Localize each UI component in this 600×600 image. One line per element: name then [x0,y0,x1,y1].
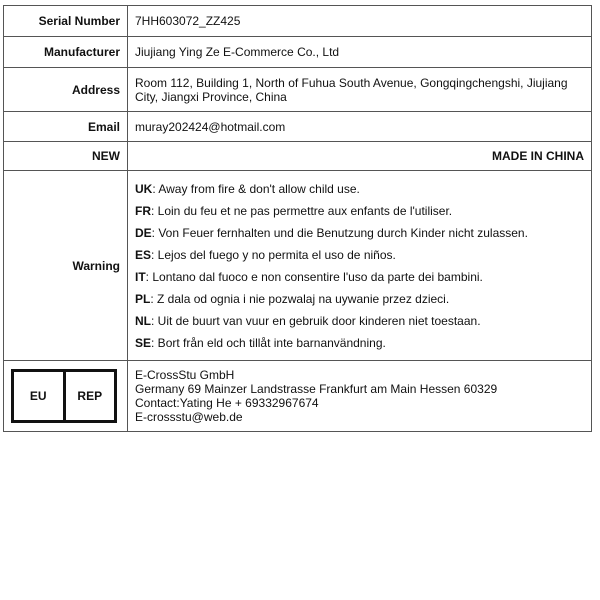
warning-line-es [135,244,584,266]
eu-rep-symbol [11,369,117,423]
warning-code: PL [135,291,151,306]
manufacturer-value: Jiujiang Ying Ze E-Commerce Co., Ltd [128,37,592,68]
warning-code: UK [135,181,153,196]
warning-line-fr [135,200,584,222]
eu-rep-company: E-CrossStu GmbH [135,368,235,382]
warning-code: SE [135,335,152,350]
warning-cell [128,171,592,361]
warning-text: : Z dala od ognia i nie pozwalaj na uywanie przez dzieci. [150,291,450,306]
made-in-cell [128,142,592,171]
eu-box-text: EU [29,389,47,403]
manufacturer-label: Manufacturer [4,37,128,68]
rep-box-text: REP [63,372,115,420]
eu-rep-row [4,361,592,432]
made-in-wrap [135,149,584,163]
email-label: Email [4,112,128,142]
eu-rep-contact: Contact:Yating He + 69332967674 [135,396,319,410]
warning-text: : Away from fire & don't allow child use. [152,181,360,196]
address-label: Address [4,68,128,112]
warning-line-de [135,222,584,244]
made-in-china-text: MADE IN CHINA [492,149,584,163]
serial-number-label: Serial Number [4,6,128,37]
warning-text: : Bort från eld och tillåt inte barnanvändning. [151,335,386,350]
warning-line-nl [135,310,584,332]
warning-text: : Uit de buurt van vuur en gebruik door kinderen niet toestaan. [151,313,481,328]
eu-rep-address: Germany 69 Mainzer Landstrasse Frankfurt am Main Hessen 60329 [135,382,498,396]
eu-rep-email: E-crossstu@web.de [135,410,243,424]
email-value: muray202424@hotmail.com [128,112,592,142]
warning-line-it [135,266,584,288]
warning-text: : Loin du feu et ne pas permettre aux enfants de l'utiliser. [151,203,453,218]
warning-line-se [135,332,584,354]
warning-list [135,174,584,358]
address-value: Room 112, Building 1, North of Fuhua South Avenue, Gongqingchengshi, Jiujiang City, Jiangxi Province, China [128,68,592,112]
warning-text: : Von Feuer fernhalten und die Benutzung durch Kinder nicht zulassen. [151,225,528,240]
serial-number-row [4,6,592,37]
address-row [4,68,592,112]
email-row [4,112,592,142]
warning-code: NL [135,313,151,328]
warning-code: ES [135,247,152,262]
warning-line-pl [135,288,584,310]
warning-text: : Lontano dal fuoco e non consentire l'uso da parte dei bambini. [145,269,483,284]
warning-label: Warning [4,171,128,361]
warning-row [4,171,592,361]
eu-rep-symbol-cell [4,361,128,432]
new-label: NEW [4,142,128,171]
warning-code: DE [135,225,152,240]
manufacturer-row [4,37,592,68]
new-row [4,142,592,171]
warning-code: FR [135,203,151,218]
warning-line-uk [135,178,584,200]
warning-code: IT [135,269,146,284]
eu-rep-info [135,368,584,424]
warning-text: : Lejos del fuego y no permita el uso de niños. [151,247,396,262]
product-label-table [3,5,592,432]
serial-number-value: 7HH603072_ZZ425 [128,6,592,37]
eu-rep-info-cell [128,361,592,432]
